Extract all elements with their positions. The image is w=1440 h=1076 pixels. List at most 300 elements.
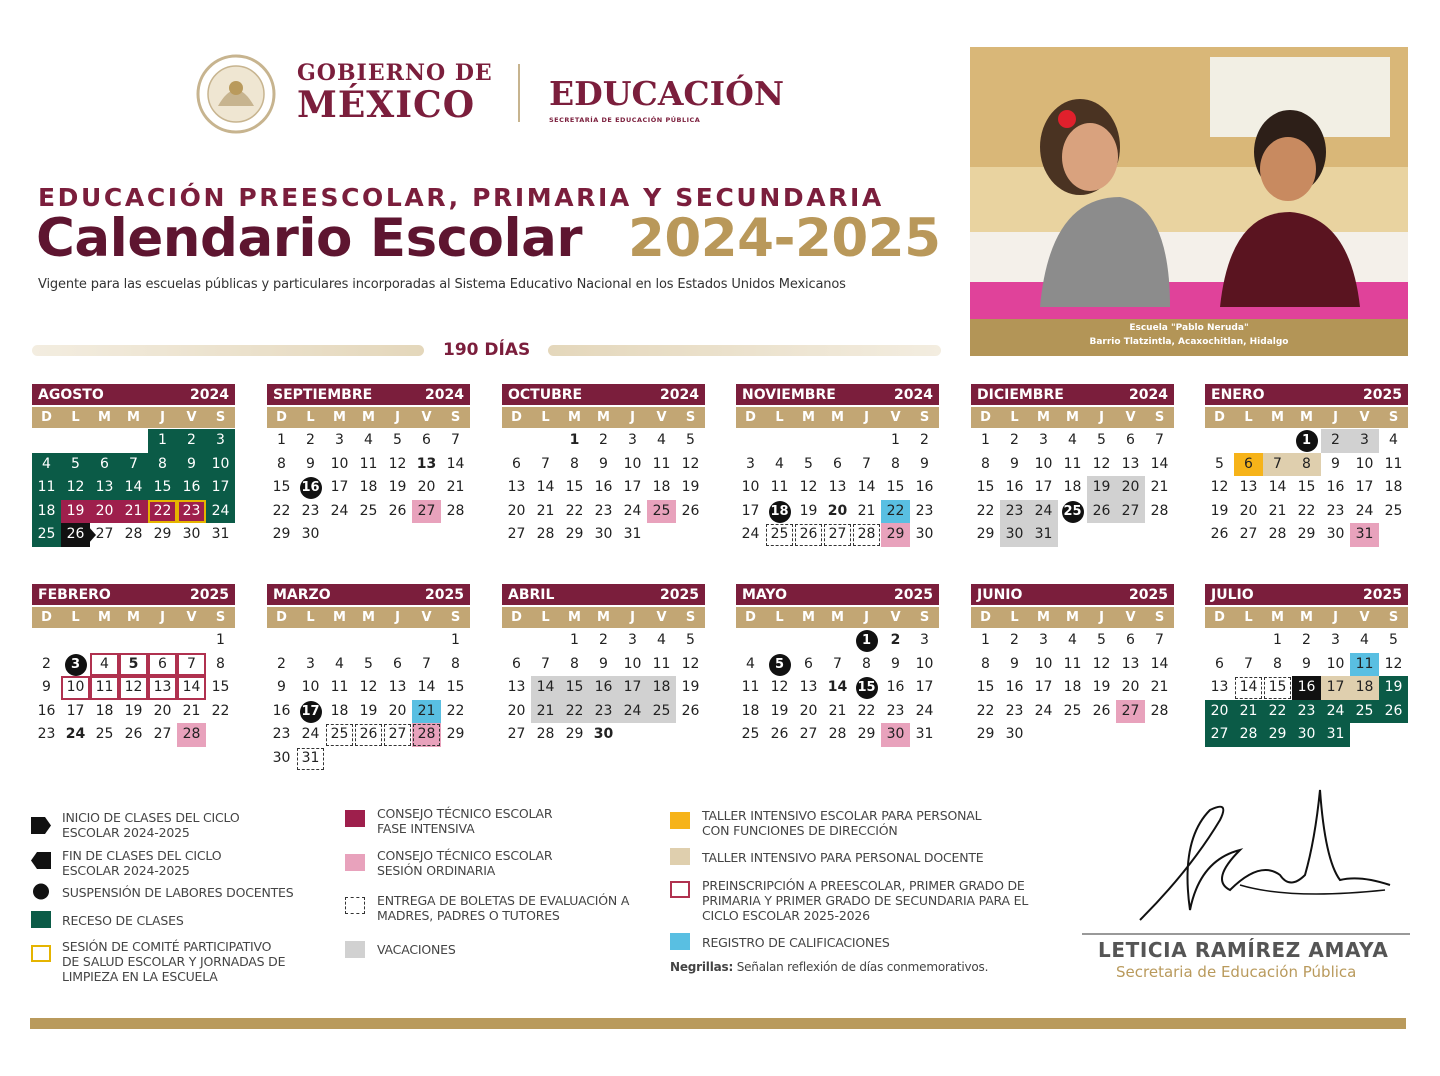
day-cell: 26 — [388, 502, 407, 519]
national-seal-icon — [193, 54, 279, 134]
day-cell: 22 — [211, 702, 230, 719]
day-cell: 18 — [652, 479, 671, 496]
day-cell: 10 — [623, 655, 642, 672]
day-cell: 25 — [1350, 700, 1379, 724]
weekday-label: M — [98, 410, 111, 425]
weekday-label: S — [685, 410, 696, 425]
day-cell: 16 — [1326, 479, 1345, 496]
day-cell: 19 — [359, 702, 378, 719]
weekday-label: V — [421, 410, 432, 425]
day-cell: 6 — [393, 655, 402, 672]
day-cell: 17 — [206, 476, 235, 500]
month-name: NOVIEMBRE — [742, 386, 836, 403]
day-cell: 2 — [1010, 632, 1019, 648]
weekday-label: D — [980, 410, 991, 425]
day-cell: 9 — [1010, 455, 1019, 472]
empty-cell — [267, 629, 296, 653]
weekday-label: M — [1037, 410, 1050, 425]
day-cell: 27 — [153, 726, 172, 743]
day-cell: 21 — [1150, 479, 1169, 496]
day-cell: 28 — [124, 526, 143, 543]
day-cell: 4 — [775, 455, 784, 472]
day-cell: 25 — [325, 723, 354, 747]
weekday-header — [502, 607, 705, 628]
day-cell: 9 — [306, 455, 315, 472]
day-cell: 14 — [1234, 676, 1263, 700]
day-cell: 27 — [1116, 500, 1145, 524]
day-cell: 13 — [828, 479, 847, 496]
day-cell: 20 — [507, 502, 526, 519]
weekday-label: M — [362, 410, 375, 425]
weekday-header — [267, 607, 470, 628]
day-cell: 22 — [565, 502, 584, 519]
weekday-label: S — [1154, 410, 1165, 425]
suspension-day-number: 18 — [769, 501, 791, 523]
weekday-label: J — [1333, 410, 1338, 425]
day-cell: 9 — [599, 655, 608, 672]
empty-cell — [765, 629, 794, 653]
day-cell: 4 — [657, 632, 666, 648]
month-name: JUNIO — [977, 586, 1023, 603]
day-cell: 6 — [1234, 453, 1263, 477]
weekday-label: V — [890, 410, 901, 425]
day-cell — [852, 629, 881, 653]
weekday-label: L — [775, 610, 784, 625]
day-cell: 7 — [1244, 655, 1253, 672]
empty-cell — [736, 429, 765, 453]
day-grid — [1205, 629, 1408, 747]
day-cell: 28 — [177, 723, 206, 747]
day-cell: 2 — [1302, 632, 1311, 648]
month-year: 2024 — [894, 386, 933, 403]
day-cell: 1 — [148, 429, 177, 453]
month-septiembre — [267, 384, 470, 547]
day-cell: 29 — [976, 726, 995, 743]
day-cell: 5 — [1097, 432, 1106, 448]
day-cell: 21 — [119, 500, 148, 524]
weekday-label: L — [71, 410, 80, 425]
legend-boletas: ENTREGA DE BOLETAS DE EVALUACIÓN A MADRES, PADRES O TUTORES — [377, 893, 630, 923]
day-cell: 28 — [1234, 723, 1263, 747]
day-cell: 11 — [1350, 653, 1379, 677]
day-cell: 22 — [881, 500, 910, 524]
month-name: OCTUBRE — [508, 386, 583, 403]
empty-cell — [1234, 629, 1263, 653]
taller-direccion-swatch — [670, 812, 690, 829]
legend-cte-ordinaria: CONSEJO TÉCNICO ESCOLAR SESIÓN ORDINARIA — [377, 848, 553, 878]
day-cell: 27 — [1116, 700, 1145, 724]
weekday-label: M — [1271, 610, 1284, 625]
day-cell: 17 — [1034, 679, 1053, 696]
day-cell: 2 — [890, 632, 901, 648]
weekday-label: V — [1125, 410, 1136, 425]
weekday-label: D — [1214, 610, 1225, 625]
day-cell: 11 — [1063, 455, 1082, 472]
day-cell: 11 — [32, 476, 61, 500]
day-cell: 26 — [1379, 700, 1408, 724]
photo-caption-location: Barrio Tlatzintla, Acaxochitlan, Hidalgo — [1089, 337, 1289, 347]
month-year: 2024 — [425, 386, 464, 403]
day-cell: 10 — [741, 479, 760, 496]
legend-receso: RECESO DE CLASES — [62, 913, 184, 928]
weekday-label: L — [1244, 410, 1253, 425]
suspension-day-number: 16 — [300, 477, 322, 499]
day-cell: 9 — [1010, 655, 1019, 672]
empty-cell — [90, 429, 119, 453]
boletas-swatch — [345, 897, 365, 914]
empty-cell — [119, 429, 148, 453]
day-cell: 11 — [1384, 455, 1403, 472]
weekday-label: M — [127, 410, 140, 425]
day-cell: 19 — [1092, 679, 1111, 696]
empty-cell — [119, 629, 148, 653]
empty-cell — [148, 629, 177, 653]
day-cell: 8 — [277, 455, 286, 472]
weekday-label: L — [306, 610, 315, 625]
days-bar-right — [548, 345, 941, 356]
day-cell: 24 — [1029, 500, 1058, 524]
month-noviembre — [736, 384, 939, 547]
month-name: ENERO — [1211, 386, 1265, 403]
day-cell: 2 — [1321, 429, 1350, 453]
day-cell: 13 — [388, 679, 407, 696]
day-cell: 11 — [330, 679, 349, 696]
day-cell: 20 — [799, 702, 818, 719]
weekday-label: V — [186, 610, 197, 625]
day-cell: 26 — [770, 726, 789, 743]
weekday-label: D — [276, 410, 287, 425]
day-cell: 25 — [765, 523, 794, 547]
day-cell: 25 — [741, 726, 760, 743]
weekday-label: J — [1099, 610, 1104, 625]
weekday-label: D — [511, 610, 522, 625]
day-cell: 21 — [1150, 679, 1169, 696]
weekday-label: M — [831, 410, 844, 425]
legend-vacaciones: VACACIONES — [377, 942, 456, 957]
day-cell: 16 — [915, 479, 934, 496]
month-julio — [1205, 584, 1408, 747]
day-cell: 21 — [828, 702, 847, 719]
weekday-label: M — [597, 610, 610, 625]
day-cell: 25 — [647, 500, 676, 524]
day-cell: 18 — [741, 702, 760, 719]
day-cell: 17 — [66, 702, 85, 719]
empty-cell — [823, 429, 852, 453]
day-cell: 20 — [1205, 700, 1234, 724]
day-cell: 20 — [388, 702, 407, 719]
day-cell: 20 — [1121, 679, 1140, 696]
empty-cell — [296, 629, 325, 653]
day-cell — [1058, 500, 1087, 524]
weekday-label: S — [685, 610, 696, 625]
empty-cell — [502, 429, 531, 453]
day-cell: 2 — [177, 429, 206, 453]
day-cell: 22 — [272, 502, 291, 519]
month-header — [736, 384, 939, 405]
footer-bar — [30, 1018, 1406, 1029]
day-cell: 10 — [301, 679, 320, 696]
weekday-label: M — [1300, 610, 1313, 625]
weekday-label: J — [864, 610, 869, 625]
day-cell: 6 — [833, 455, 842, 472]
day-cell: 14 — [446, 455, 465, 472]
day-cell: 16 — [1005, 679, 1024, 696]
day-cell: 27 — [823, 523, 852, 547]
day-cell: 30 — [1000, 523, 1029, 547]
day-cell: 23 — [915, 502, 934, 519]
educacion-title: EDUCACIÓN — [549, 74, 785, 113]
day-cell: 18 — [1063, 479, 1082, 496]
suspension-day-number: 17 — [300, 701, 322, 723]
day-cell: 17 — [1355, 479, 1374, 496]
day-cell: 15 — [446, 679, 465, 696]
day-cell: 24 — [1034, 702, 1053, 719]
empty-cell — [412, 629, 441, 653]
day-cell: 7 — [177, 653, 206, 677]
gobierno-educacion-logo — [193, 54, 793, 134]
weekday-label: M — [568, 410, 581, 425]
day-cell: 16 — [886, 679, 905, 696]
day-cell: 4 — [1389, 432, 1398, 448]
month-year: 2025 — [894, 586, 933, 603]
weekday-label: M — [802, 610, 815, 625]
legend-cte-intensiva: CONSEJO TÉCNICO ESCOLAR FASE INTENSIVA — [377, 806, 553, 836]
day-cell: 2 — [277, 655, 286, 672]
day-cell: 1 — [569, 432, 580, 448]
month-header — [502, 384, 705, 405]
day-cell: 27 — [507, 726, 526, 743]
day-cell: 3 — [306, 655, 315, 672]
empty-cell — [531, 629, 560, 653]
day-cell: 12 — [1210, 479, 1229, 496]
weekday-header — [971, 607, 1174, 628]
page-title-year: 2024-2025 — [628, 208, 941, 269]
day-cell: 11 — [741, 679, 760, 696]
day-cell: 19 — [61, 500, 90, 524]
day-cell: 15 — [148, 476, 177, 500]
day-cell: 29 — [565, 726, 584, 743]
day-cell: 14 — [1150, 455, 1169, 472]
day-cell: 26 — [681, 702, 700, 719]
weekday-label: M — [1066, 410, 1079, 425]
day-cell: 9 — [891, 655, 900, 672]
day-cell: 13 — [799, 679, 818, 696]
day-cell: 30 — [593, 726, 614, 743]
day-cell: 15 — [1297, 479, 1316, 496]
page-title: Calendario Escolar — [36, 208, 583, 269]
month-name: JULIO — [1211, 586, 1254, 603]
day-cell: 8 — [570, 655, 579, 672]
day-cell: 30 — [301, 526, 320, 543]
day-cell: 9 — [277, 679, 286, 696]
month-name: FEBRERO — [38, 586, 111, 603]
day-cell: 9 — [1302, 655, 1311, 672]
day-cell: 27 — [1205, 723, 1234, 747]
day-cell: 31 — [211, 526, 230, 543]
weekday-label: D — [276, 610, 287, 625]
day-cell: 26 — [354, 723, 383, 747]
day-cell: 19 — [1087, 476, 1116, 500]
empty-cell — [765, 429, 794, 453]
weekday-label: S — [919, 610, 930, 625]
empty-cell — [794, 629, 823, 653]
day-cell: 28 — [1150, 702, 1169, 719]
day-cell: 8 — [451, 655, 460, 672]
day-cell: 2 — [42, 655, 51, 672]
day-cell: 10 — [1326, 655, 1345, 672]
signatory-role: Secretaria de Educación Pública — [1116, 963, 1357, 981]
signature-drawing — [1130, 780, 1400, 940]
weekday-label: J — [1099, 410, 1104, 425]
day-cell: 15 — [886, 479, 905, 496]
photo-caption-school: Escuela "Pablo Neruda" — [1129, 323, 1249, 333]
day-cell: 24 — [915, 702, 934, 719]
day-cell: 4 — [1068, 632, 1077, 648]
day-cell: 28 — [1150, 502, 1169, 519]
day-cell: 1 — [891, 432, 900, 448]
month-name: MAYO — [742, 586, 787, 603]
day-cell: 17 — [1321, 676, 1350, 700]
day-cell: 16 — [1292, 676, 1321, 700]
weekday-label: D — [980, 610, 991, 625]
day-cell: 19 — [681, 679, 700, 696]
day-cell: 30 — [594, 526, 613, 543]
school-photo — [970, 47, 1408, 356]
day-cell: 1 — [1273, 632, 1282, 648]
day-cell: 4 — [335, 655, 344, 672]
empty-cell — [61, 429, 90, 453]
day-cell: 11 — [90, 676, 119, 700]
day-cell: 2 — [599, 432, 608, 448]
day-cell: 17 — [618, 676, 647, 700]
day-cell: 29 — [857, 726, 876, 743]
day-cell: 18 — [330, 702, 349, 719]
day-cell: 10 — [1355, 455, 1374, 472]
gob-line1: GOBIERNO DE — [297, 60, 493, 86]
day-cell: 12 — [388, 455, 407, 472]
day-cell: 15 — [211, 679, 230, 696]
day-cell: 4 — [90, 653, 119, 677]
month-year: 2025 — [1129, 586, 1168, 603]
day-grid — [736, 629, 939, 747]
empty-cell — [32, 429, 61, 453]
month-diciembre — [971, 384, 1174, 547]
educacion-subtitle: SECRETARÍA DE EDUCACIÓN PÚBLICA — [549, 116, 701, 124]
weekday-label: S — [1154, 610, 1165, 625]
day-cell — [852, 676, 881, 700]
day-cell: 15 — [560, 676, 589, 700]
empty-cell — [325, 629, 354, 653]
weekday-label: S — [215, 610, 226, 625]
day-cell: 26 — [124, 726, 143, 743]
day-cell: 30 — [881, 723, 910, 747]
weekday-label: D — [745, 410, 756, 425]
day-cell: 23 — [1292, 700, 1321, 724]
day-cell: 14 — [1150, 655, 1169, 672]
empty-cell — [823, 629, 852, 653]
day-cell: 1 — [570, 632, 579, 648]
day-cell: 26 — [794, 523, 823, 547]
day-cell: 22 — [446, 702, 465, 719]
day-cell: 12 — [1384, 655, 1403, 672]
day-cell: 5 — [1215, 455, 1224, 472]
day-cell: 23 — [1000, 500, 1029, 524]
day-cell: 6 — [804, 655, 813, 672]
month-name: DICIEMBRE — [977, 386, 1064, 403]
day-cell: 28 — [1268, 526, 1287, 543]
month-year: 2025 — [1363, 386, 1402, 403]
day-cell: 4 — [1360, 632, 1369, 648]
day-cell: 12 — [770, 679, 789, 696]
weekday-label: V — [656, 410, 667, 425]
day-cell: 24 — [741, 526, 760, 543]
day-cell: 3 — [628, 632, 637, 648]
day-cell: 17 — [741, 502, 760, 519]
day-cell: 3 — [746, 455, 755, 472]
day-cell: 21 — [536, 502, 555, 519]
weekday-label: M — [802, 410, 815, 425]
day-cell: 7 — [862, 455, 871, 472]
day-cell: 30 — [182, 526, 201, 543]
day-cell: 29 — [153, 526, 172, 543]
day-cell — [765, 653, 794, 677]
day-cell: 23 — [37, 726, 56, 743]
day-cell: 4 — [746, 655, 755, 672]
day-cell: 14 — [827, 679, 848, 696]
day-cell: 16 — [37, 702, 56, 719]
day-cell: 28 — [446, 502, 465, 519]
day-cell: 30 — [1326, 526, 1345, 543]
weekday-label: M — [98, 610, 111, 625]
inicio-marker-icon — [31, 817, 51, 834]
weekday-label: S — [1388, 410, 1399, 425]
day-cell — [296, 700, 325, 724]
weekday-label: L — [541, 610, 550, 625]
day-cell: 29 — [1263, 723, 1292, 747]
day-cell: 6 — [1126, 632, 1135, 648]
empty-cell — [383, 629, 412, 653]
fin-marker-icon — [31, 852, 51, 869]
day-grid — [1205, 429, 1408, 547]
day-cell: 12 — [681, 655, 700, 672]
day-cell: 10 — [915, 655, 934, 672]
day-cell: 5 — [804, 455, 813, 472]
page-subtitle: Vigente para las escuelas públicas y particulares incorporadas al Sistema Educativo Nacional en los Estados Unidos Mexicanos — [38, 277, 846, 292]
day-cell: 24 — [301, 726, 320, 743]
weekday-label: L — [1010, 610, 1019, 625]
negrillas-label: Negrillas: — [670, 960, 734, 974]
day-cell: 23 — [301, 502, 320, 519]
day-cell: 10 — [1034, 455, 1053, 472]
day-cell: 11 — [770, 479, 789, 496]
empty-cell — [1234, 429, 1263, 453]
weekday-label: V — [1359, 410, 1370, 425]
month-year: 2024 — [1129, 386, 1168, 403]
day-cell: 18 — [32, 500, 61, 524]
day-cell: 23 — [589, 700, 618, 724]
day-cell: 10 — [61, 676, 90, 700]
legend-comite: SESIÓN DE COMITÉ PARTICIPATIVO DE SALUD ESCOLAR Y JORNADAS DE LIMPIEZA EN LA ESCUELA — [62, 939, 286, 984]
day-cell: 18 — [359, 479, 378, 496]
day-cell: 3 — [206, 429, 235, 453]
empty-cell — [90, 629, 119, 653]
day-cell: 8 — [1292, 453, 1321, 477]
day-cell: 9 — [177, 453, 206, 477]
day-cell: 8 — [981, 455, 990, 472]
weekday-label: M — [1300, 410, 1313, 425]
day-cell: 14 — [119, 476, 148, 500]
month-agosto — [32, 384, 235, 547]
